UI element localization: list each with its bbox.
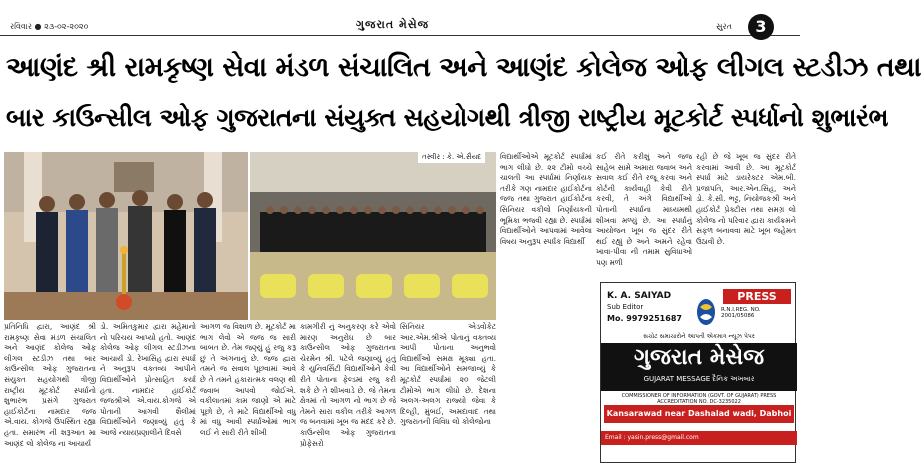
ad-masthead-subtitle: GUJARAT MESSAGE દૈનિક અખબાર	[643, 375, 755, 383]
group-photo	[250, 152, 496, 320]
article-column-4: કામગીરી નું અનુકરણ કરે એવો મારણ અનુરોધ છે બાર કાઉન્સીલ ઓફ ગુજરાતના ચેરમેન શ્રી. પટેલે જણાવ્યું હતું કે યુનિવર્સિટી વિદ્યાર્થીઓને કેવી રીતે પોતાના ફેલ્ડમાં રજુ કરી શકે છે તે શીખવાડે છે. જે તેમના ક્ષેત્રમાં તો આગળ નો ભાગ છે જે તેમને સારા વકીલ તરીકે આગળ જ બનવામાં ખૂબ જ મદદ કરે છે. કાઉન્સીલ ઓફ ગુજરાતના પ્રોફેસરો	[300, 322, 396, 448]
ad-email-bar	[601, 431, 797, 455]
article-column-7: કઈ રીતે કરીશું અને જજ સાહેબ સામે અમારા જવાબ અને સવાલ કઈ રીતે રજૂ કરવા અને કોર્ટની કાર્યવાહી કેવી રીતે કરવી, તે અંગે વિદ્યાર્થીઓ પોતાની સ્પર્ધાના માધ્યમથી શીખવા મળ્યું છે. આ સ્પર્ધાનું આયોજન ખૂબ જ સુંદર રીતે થઈ રહ્યું છે અને અમને રહેવા ખાવા-પીવા ની તમામ સુવિધાઓ પણ મળી	[596, 152, 692, 267]
article-column-1: પ્રતિનિધિ દ્વારા, આણંદ શ્રી રામકૃષ્ણ સેવા મંડળ સંચાલિત અને આણંદ કોલેજ ઓફ લીગલ સ્ટડીઝ તથા બાર કાઉન્સીલ ઓફ ગુજરાતના સંયુક્ત સહયોગથી ત્રીજી રાષ્ટ્રીય મૂટકોર્ટ સ્પર્ધાનો શુભારંભ પ્રસંગે ગુજરાત હાઈકોર્ટના નામદાર જજ એ.વાય. કોગજે ઉપસ્થિત રહ્યા હતા. સમારંભ ની શરૂઆત મા આણંદ લો કોલેજ ના આચાર્ય	[4, 322, 96, 448]
ad-email-2: gujaratmessage@gmail.com	[605, 448, 691, 455]
headline-line-2: બાર કાઉન્સીલ ઓફ ગુજરાતના સંયુક્ત સહયોગથી ત્રીજી રાષ્ટ્રીય મૂટકોર્ટ સ્પર્ધાનો શુભારંભ	[6, 103, 888, 132]
ad-person-role: Sub Editor	[607, 303, 644, 311]
issue-date: રવિવાર ● ૨૩-૦૨-૨૦૨૦	[10, 22, 89, 31]
article-column-2: ડો. અમિતકુમાર દ્વારા મહેમાનો નો પરિચય આપ્યો હતો. આણંદ કોલેજ ઓફ લીગલ સ્ટડીઝના આચાર્ય ડો. રેખાસિંહ દ્વારા સ્પર્ધા ને અનુરૂપ વક્તવ્ય આપીને વિદ્યાર્થીઓને પ્રોત્સાહિત કર્યા હતા. નામદાર હાઈકોર્ટ જજશ્રીએ એ.વાય.કોગજે એ પોતાની આગવી શૈલીમાં વિદ્યાર્થીઓને જણાવ્યું હતું કે આજે ન્યાયપ્રણાલીને દિવસે	[100, 322, 196, 437]
photo-credit: તસ્વીર : કે. એ.સૈયદ	[418, 152, 485, 163]
page-number: 3	[748, 14, 774, 40]
ad-address: Kansarawad near Dashalad wadi, Dabhoi	[604, 405, 794, 423]
article-column-6: વિદ્યાર્થીઓએ મૂટકોર્ટ સ્પર્ધામાં ભાગ લીધો છે. ૨૨ ટીમો વચ્ચે ચાલતી આ સ્પર્ધામાં નિર્ણાયક તરીકે ગણ નામદાર હાઈકોર્ટના જજ તથા ગુજરાત હાઈકોર્ટના સિનિયર વકીલો નિર્ણાયકની ભૂમિકા ભજવી રહ્યા છે. સ્પર્ધામાં વિદ્યાર્થીઓને આપવામાં આવેલા વિષય અનુરૂપ સ્પર્ધક વિદ્યાર્થી	[500, 152, 592, 246]
lamp-lighting-photo	[4, 152, 248, 320]
ad-masthead	[601, 343, 797, 391]
ad-mobile: Mo. 9979251687	[607, 314, 682, 323]
ad-masthead-title: ગુજરાત મેસેજ	[633, 345, 765, 370]
headline-line-1: આણંદ શ્રી રામકૃષ્ણ સેવા મંડળ સંચાલિત અને આણંદ કોલેજ ઓફ લીગલ સ્ટડીઝ તથા	[6, 52, 921, 83]
article-column-8: રહી છે જે ખૂબ જ સુંદર રીતે કરવામાં આવી છે. આ મૂટકોર્ટ સ્પર્ધા માટે ડાયરેક્ટર એમ.બી. પ્રજાપતિ, આર.એન.સિંહ, અને ડો. કે.સી. ભટ્ટ, નિયોજકશ્રી અને હાઈકોર્ટ પ્રેક્ટીસ તથા સમગ્ર લો કોલેજ નો પરિવાર દ્વારા કાર્યક્રમને સફળ બનાવવા માટે ખૂબ જહેમત ઉઠાવી છે.	[696, 152, 796, 246]
press-advertisement	[600, 282, 796, 463]
article-column-5: સિનિયર એડવોકેટ આર.એમ.શ્રીએ પોતાનું વક્તવ્ય આપી પોતાના અનુભવો વિદ્યાર્થીઓ સમક્ષ મૂક્યા હતા. આ વિદ્યાર્થીઓને સમજાવ્યું કે મૂટકોર્ટ સ્પર્ધામાં ૨૦ જેટલી ટીમોએ ભાગ લીધો છે. દેશના અલગ-અલગ રાજ્યો જેવા કે દિલ્હી, મુંબઈ, અમદાવાદ તથા ગુજરાતની વિવિધ લો કોલેજોના	[400, 322, 496, 427]
ad-email-1: Email : yasin.press@gmail.com	[605, 434, 699, 441]
ad-accreditation: COMMISSIONER OF INFORMATION (GOVT. OF GUJARAT) PRESS ACCREDITATION NO. DC-3235022	[621, 393, 777, 405]
page-header	[0, 0, 800, 36]
edition-city: સુરત	[716, 22, 732, 31]
ad-registration: R.N.I.REG. NO. 2001/05086	[721, 307, 761, 319]
ad-person-name: K. A. SAIYAD	[607, 291, 672, 301]
press-logo-icon	[695, 297, 717, 327]
paper-name: ગુજરાત મેસેજ	[356, 18, 430, 31]
article-column-3: આગળ જ વિશાળ છે. મૂટકોર્ટ મા ભાગ લેવો એ જજ જ સારી બાબત છે. તેમ જણ્યું હું રજુ કરૂ છું તે અંગનાનું છે. જજ દ્વારા તમને જ સવાલ પૂછવામાં આવે છે તે તમને હકારાત્મક વલણ થી જવાબ આપવો જોઈએ. વકીલાતમાં કામ જાણો એ માટે પૂછો છે, તે માટે વિદ્યાર્થીઓ વધુ માં વધુ આવી સ્પર્ધાઓમાં ભાગ લઈ ને સારી રીતે શીખી	[200, 322, 296, 437]
ad-tagline: સચોટ સમાચારોને આપતી એકમાત્ર ન્યૂઝ પેપર	[643, 333, 755, 340]
press-badge: PRESS	[723, 289, 791, 304]
